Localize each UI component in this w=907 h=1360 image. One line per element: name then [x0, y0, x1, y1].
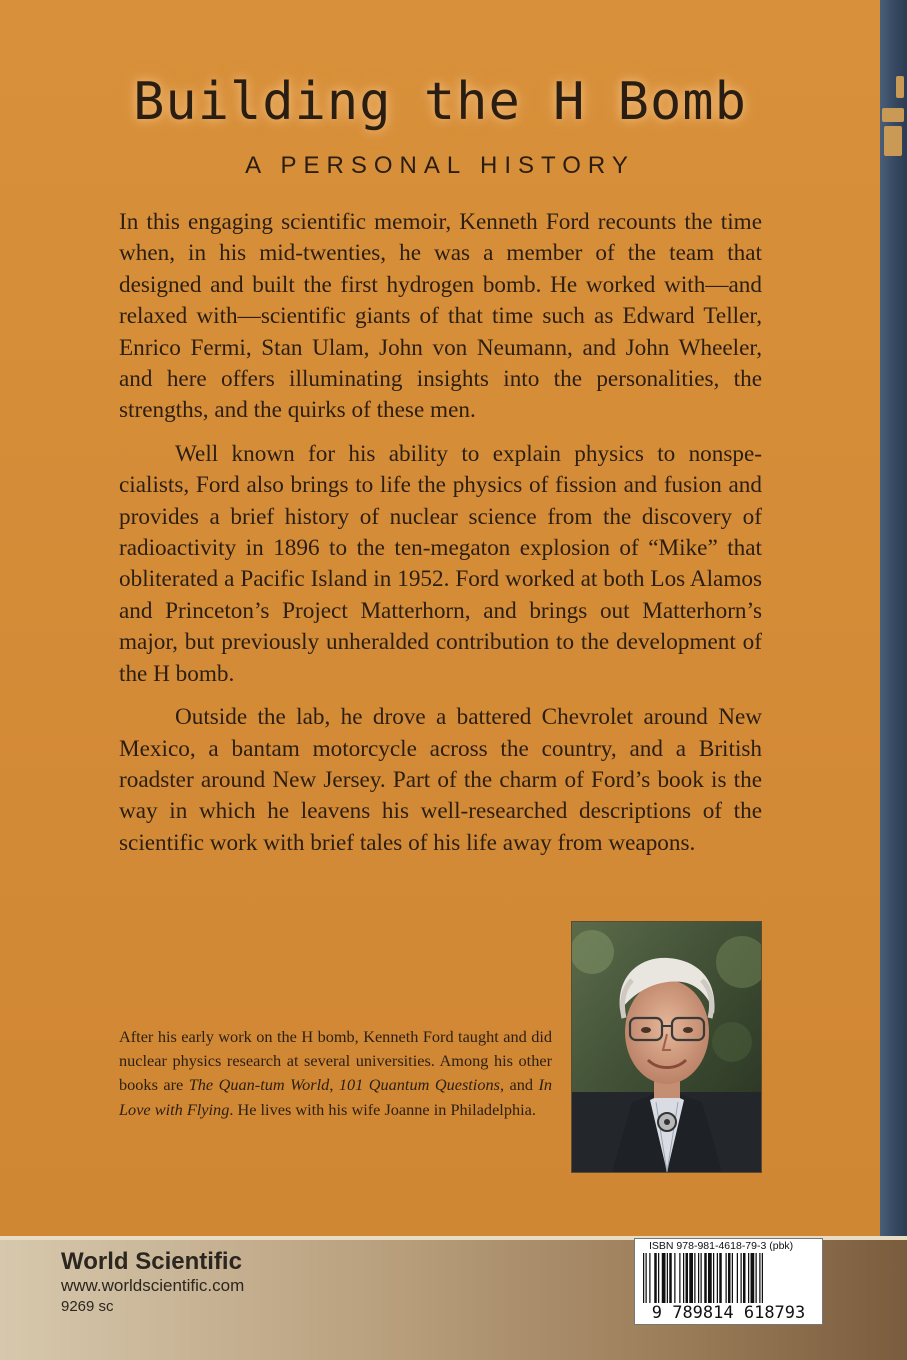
- barcode-bar: [646, 1253, 647, 1303]
- book-title: Building the H Bomb: [133, 72, 747, 132]
- bio-book-title: In Love with Flying: [119, 1075, 553, 1119]
- publisher-name: World Scientific: [61, 1248, 242, 1275]
- barcode-bar: [751, 1253, 755, 1303]
- spine-worn-mark: [884, 126, 902, 156]
- barcode-bar: [667, 1253, 668, 1303]
- barcode-bar: [728, 1253, 731, 1303]
- author-portrait-illustration: [572, 922, 761, 1172]
- barcode-bar: [686, 1253, 689, 1303]
- spine-worn-mark: [882, 108, 904, 122]
- book-subtitle: A PERSONAL HISTORY: [245, 152, 635, 179]
- barcode-bar: [694, 1253, 695, 1303]
- bio-text: . He lives with his wife Joanne in Philadelphia.: [229, 1099, 536, 1119]
- barcode-bar: [713, 1253, 714, 1303]
- description-blurb: [119, 207, 762, 871]
- barcode-bar: [726, 1253, 727, 1303]
- barcode-bar: [759, 1253, 760, 1303]
- barcode-bar: [756, 1253, 757, 1303]
- barcode-bar: [658, 1253, 659, 1303]
- barcode-bar: [737, 1253, 738, 1303]
- barcode-bar: [689, 1253, 693, 1303]
- barcode-bar: [643, 1253, 644, 1303]
- isbn-barcode: [634, 1238, 823, 1325]
- bio-separator: ,: [329, 1075, 339, 1095]
- barcode-bar: [669, 1253, 672, 1303]
- author-photo: [571, 921, 762, 1173]
- isbn-label: ISBN 978-981-4618-79-3 (pbk): [649, 1240, 794, 1252]
- barcode-bar: [674, 1253, 675, 1303]
- barcode-digits: 9 789814 618793: [651, 1303, 806, 1323]
- barcode-bar: [717, 1253, 718, 1303]
- barcode-bars: [643, 1253, 814, 1305]
- barcode-bar: [649, 1253, 650, 1303]
- author-bio: [119, 1025, 552, 1122]
- catalog-code: 9269 sc: [61, 1298, 114, 1315]
- blurb-paragraph: In this engaging scientific memoir, Kenneth Ford recounts the time when, in his mid-twenties, he was a member of the team that designed and built the first hydrogen bomb. He worked with—and relaxed with—scientific giants of that time such as Edward Teller, Enrico Fermi, Stan Ulam, John von Neumann, and John Wheeler, and here offers illuminating insights into the personalities, the strengths, and the quirks of these men.: [119, 209, 762, 424]
- blurb-paragraph: Well known for his ability to explain physics to nonspe-cialists, Ford also brings to life the physics of fission and fusion and provides a brief history of nuclear science from the discovery of radioactivity in 1896 to the ten-megaton explosion of “Mike” that obliterated a Pacific Island in 1952. Ford worked at both Los Alamos and Princeton’s Project Matterhorn, and brings out Matterhorn’s major, but previously unheralded contribution to the development of the H bomb.: [119, 440, 762, 687]
- barcode-bar: [704, 1253, 707, 1303]
- barcode-bar: [701, 1253, 702, 1303]
- publisher-website: www.worldscientific.com: [61, 1276, 245, 1295]
- bio-separator: , and: [499, 1075, 539, 1095]
- barcode-bar: [748, 1253, 749, 1303]
- bio-book-title: The Quan-tum World: [188, 1075, 330, 1095]
- barcode-bar: [762, 1253, 763, 1303]
- barcode-bar: [698, 1253, 699, 1303]
- spine-worn-mark: [896, 76, 904, 98]
- spine-edge: [880, 0, 907, 1236]
- barcode-bar: [683, 1253, 684, 1303]
- bio-book-title: 101 Quantum Questions: [338, 1075, 500, 1095]
- barcode-bar: [719, 1253, 722, 1303]
- barcode-bar: [743, 1253, 746, 1303]
- barcode-bar: [741, 1253, 742, 1303]
- blurb-paragraph: Outside the lab, he drove a battered Chevrolet around New Mexico, a bantam motorcycle across the country, and a British roadster around New Jersey. Part of the charm of Ford’s book is the way in which he leavens his well-researched descriptions of the scientific work with brief tales of his life away from weapons.: [119, 704, 762, 856]
- bio-text: After his early work on the H bomb, Kenneth Ford taught and did nuclear physics research at several universities. Among his other books are: [119, 1027, 552, 1095]
- barcode-bar: [732, 1253, 733, 1303]
- barcode-bar: [679, 1253, 680, 1303]
- barcode-bar: [708, 1253, 712, 1303]
- barcode-bar: [654, 1253, 657, 1303]
- barcode-bar: [662, 1253, 666, 1303]
